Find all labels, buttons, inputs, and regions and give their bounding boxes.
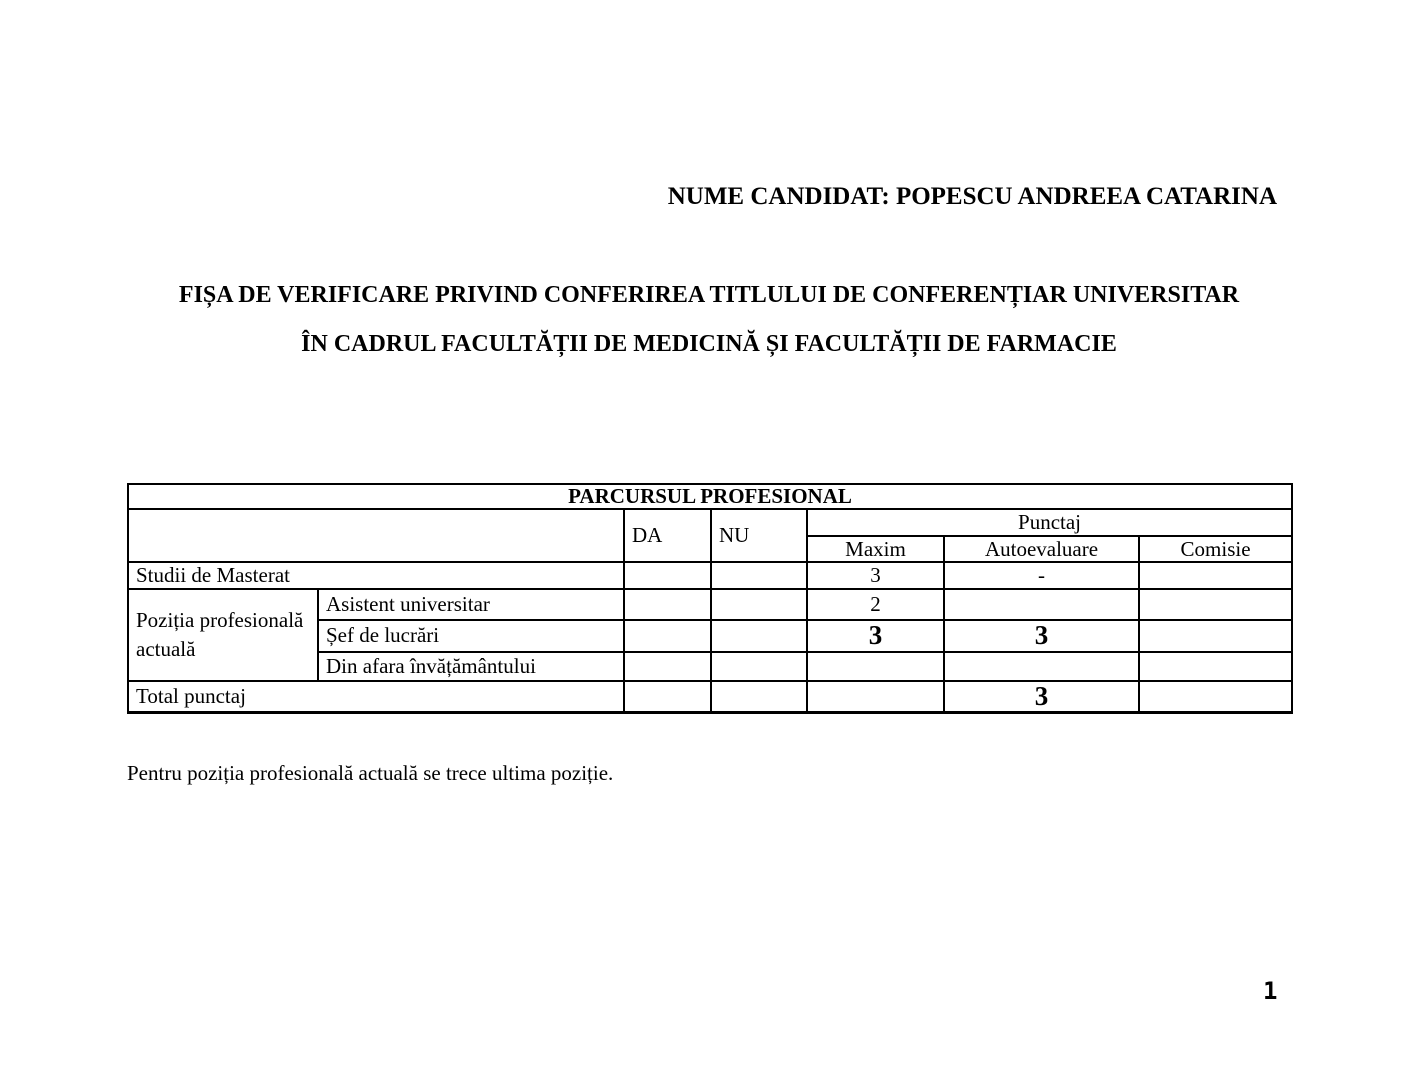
sef-maxim-value: 3: [807, 620, 944, 652]
din-afara-comisie-cell: [1139, 652, 1292, 681]
asistent-da-cell: [624, 589, 711, 620]
header-autoevaluare: Autoevaluare: [944, 536, 1139, 562]
verification-table: [127, 483, 1293, 714]
header-maxim: Maxim: [807, 536, 944, 562]
table-title: PARCURSUL PROFESIONAL: [128, 484, 1292, 509]
page-number: 1: [1263, 977, 1278, 1005]
asistent-label: Asistent universitar: [318, 589, 624, 620]
header-da: DA: [624, 509, 711, 562]
total-label: Total punctaj: [128, 681, 624, 713]
sef-da-cell: [624, 620, 711, 652]
studii-autoevaluare-value: -: [944, 562, 1139, 589]
candidate-name-line: NUME CANDIDAT: POPESCU ANDREEA CATARINA: [667, 183, 1277, 210]
header-blank-cell: [128, 509, 624, 562]
din-afara-maxim-cell: [807, 652, 944, 681]
studii-maxim-value: 3: [807, 562, 944, 589]
header-nu: NU: [711, 509, 807, 562]
din-afara-nu-cell: [711, 652, 807, 681]
table-row: [128, 562, 1292, 589]
studii-label: Studii de Masterat: [128, 562, 624, 589]
asistent-maxim-value: 2: [807, 589, 944, 620]
table-row: [128, 681, 1292, 713]
document-title-line-1: FIȘA DE VERIFICARE PRIVIND CONFERIREA TITLULUI DE CONFERENȚIAR UNIVERSITAR: [178, 282, 1240, 308]
header-punctaj: Punctaj: [807, 509, 1292, 536]
asistent-nu-cell: [711, 589, 807, 620]
document-title-line-2: ÎN CADRUL FACULTĂȚII DE MEDICINĂ ȘI FACULTĂȚII DE FARMACIE: [301, 331, 1117, 357]
sef-nu-cell: [711, 620, 807, 652]
studii-comisie-cell: [1139, 562, 1292, 589]
studii-nu-cell: [711, 562, 807, 589]
din-afara-label: Din afara învățământului: [318, 652, 624, 681]
asistent-autoevaluare-cell: [944, 589, 1139, 620]
table-row: [128, 509, 1292, 536]
total-da-cell: [624, 681, 711, 713]
sef-comisie-cell: [1139, 620, 1292, 652]
total-maxim-cell: [807, 681, 944, 713]
total-comisie-cell: [1139, 681, 1292, 713]
din-afara-da-cell: [624, 652, 711, 681]
studii-da-cell: [624, 562, 711, 589]
total-nu-cell: [711, 681, 807, 713]
header-comisie: Comisie: [1139, 536, 1292, 562]
table-row: [128, 484, 1292, 509]
footnote-text: Pentru poziția profesională actuală se trece ultima poziție.: [127, 761, 614, 785]
table-row: [128, 589, 1292, 620]
pozitia-label: Poziția profesională actuală: [128, 589, 318, 681]
din-afara-autoevaluare-cell: [944, 652, 1139, 681]
total-autoevaluare-value: 3: [944, 681, 1139, 713]
asistent-comisie-cell: [1139, 589, 1292, 620]
sef-label: Șef de lucrări: [318, 620, 624, 652]
sef-autoevaluare-value: 3: [944, 620, 1139, 652]
